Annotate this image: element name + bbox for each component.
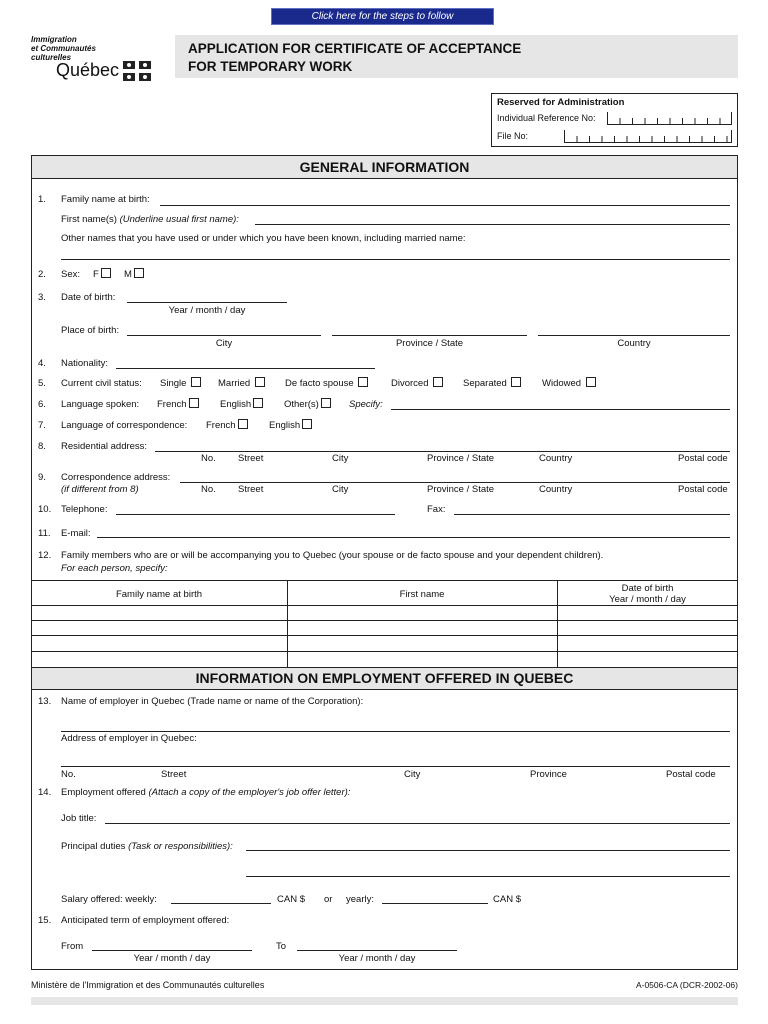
email-field[interactable]: [97, 537, 730, 538]
emp-postal-label: Postal code: [666, 769, 716, 780]
civil-separated-checkbox[interactable]: [511, 377, 521, 387]
other-names-label: Other names that you have used or under which you have been known, including married name:: [61, 233, 466, 244]
lang-specify-label: Specify:: [349, 399, 383, 410]
corr-country-label: Country: [539, 484, 573, 495]
admin-box: [491, 93, 738, 147]
first-name-label-a: First name(s): [61, 214, 117, 225]
logo-line3: culturelles: [31, 53, 72, 62]
civil-status-label: Current civil status:: [61, 378, 142, 389]
term-to-field[interactable]: [297, 950, 457, 951]
civil-defacto-option[interactable]: [285, 377, 368, 389]
employer-name-label: Name of employer in Quebec (Trade name or name of the Corporation):: [61, 696, 364, 707]
first-name-field[interactable]: [255, 224, 730, 225]
fax-label: Fax:: [427, 504, 446, 515]
civil-married-option[interactable]: [218, 377, 265, 389]
fax-field[interactable]: [454, 514, 730, 515]
sex-female-label: F: [93, 269, 99, 280]
correspondence-address-note: (if different from 8): [61, 484, 139, 495]
salary-currency-2: CAN $: [493, 894, 521, 905]
logo-line1: Immigration: [31, 35, 77, 44]
footer-ministry: Ministère de l'Immigration et des Communautés culturelles: [31, 980, 265, 990]
form-title: [175, 35, 738, 78]
pob-label: Place of birth:: [61, 325, 120, 336]
table-header-family-name: Family name at birth: [115, 589, 203, 600]
emp-no-label: No.: [61, 769, 76, 780]
family-members-note: For each person, specify:: [61, 563, 168, 574]
table-row[interactable]: [31, 636, 738, 652]
employer-name-field[interactable]: [61, 731, 730, 732]
civil-defacto-label: De facto spouse: [285, 378, 354, 389]
q13-number: 13.: [38, 696, 52, 707]
fleur-de-lis-flag-icon: [123, 61, 151, 81]
correspondence-address-field[interactable]: [180, 482, 730, 483]
dob-field[interactable]: [127, 302, 287, 303]
sex-male-label: M: [124, 269, 132, 280]
table-row[interactable]: [31, 621, 738, 636]
footer-form-code: A-0506-CA (DCR-2002-06): [635, 980, 738, 990]
corr-no-label: No.: [201, 484, 216, 495]
res-country-label: Country: [539, 453, 573, 464]
steps-link-button[interactable]: Click here for the steps to follow: [271, 8, 494, 25]
employer-address-label: Address of employer in Quebec:: [61, 733, 197, 744]
civil-widowed-option[interactable]: [542, 377, 596, 389]
admin-heading: Reserved for Administration: [497, 97, 625, 108]
principal-duties-field[interactable]: [246, 850, 730, 851]
admin-file-label: File No:: [497, 131, 529, 141]
q12-number: 12.: [38, 550, 52, 561]
general-information-heading: GENERAL INFORMATION: [31, 155, 738, 179]
employment-offered-label: [61, 787, 350, 798]
q4-number: 4.: [38, 358, 46, 369]
res-city-label: City: [332, 453, 349, 464]
res-postal-label: Postal code: [678, 453, 728, 464]
emp-city-label: City: [404, 769, 421, 780]
q7-number: 7.: [38, 420, 46, 431]
civil-single-checkbox[interactable]: [191, 377, 201, 387]
salary-weekly-field[interactable]: [171, 903, 271, 904]
table-row[interactable]: [31, 652, 738, 668]
employer-address-field[interactable]: [61, 766, 730, 767]
q5-number: 5.: [38, 378, 46, 389]
q9-number: 9.: [38, 472, 46, 483]
salary-weekly-label: Salary offered: weekly:: [61, 894, 157, 905]
nationality-label: Nationality:: [61, 358, 108, 369]
ministry-logo: [31, 35, 166, 81]
pob-country-label: Country: [617, 338, 651, 349]
term-to-label: To: [276, 941, 287, 952]
civil-single-option[interactable]: [160, 377, 201, 389]
table-header-dob-format: Year / month / day: [609, 594, 686, 605]
sex-female-checkbox[interactable]: [101, 268, 111, 278]
job-title-field[interactable]: [105, 823, 730, 824]
first-name-label: [61, 214, 239, 225]
corr-english-option[interactable]: [269, 419, 312, 431]
civil-married-checkbox[interactable]: [255, 377, 265, 387]
term-label: Anticipated term of employment offered:: [61, 915, 230, 926]
language-spoken-label: Language spoken:: [61, 399, 140, 410]
res-no-label: No.: [201, 453, 216, 464]
lang-english-checkbox[interactable]: [253, 398, 263, 408]
q6-number: 6.: [38, 399, 46, 410]
res-province-label: Province / State: [427, 453, 495, 464]
q8-number: 8.: [38, 441, 46, 452]
corr-province-label: Province / State: [427, 484, 495, 495]
job-title-label: Job title:: [61, 813, 97, 824]
sex-male-option[interactable]: [124, 268, 144, 280]
telephone-field[interactable]: [116, 514, 395, 515]
civil-widowed-label: Widowed: [542, 378, 582, 389]
corr-city-label: City: [332, 484, 349, 495]
term-from-label: From: [61, 941, 84, 952]
lang-french-option[interactable]: [157, 398, 199, 410]
salary-or-label: or: [324, 894, 333, 905]
lang-specify-field[interactable]: [391, 409, 730, 410]
principal-duties-label: [61, 841, 233, 852]
pob-province-field[interactable]: [332, 335, 527, 336]
civil-separated-label: Separated: [463, 378, 507, 389]
q14-number: 14.: [38, 787, 52, 798]
corr-french-option[interactable]: [206, 419, 248, 431]
q2-number: 2.: [38, 269, 46, 280]
corr-french-label: French: [206, 420, 236, 431]
form-title-line2: FOR TEMPORARY WORK: [188, 59, 353, 74]
q11-number: 11.: [38, 528, 51, 539]
lang-english-option[interactable]: [220, 398, 263, 410]
telephone-label: Telephone:: [61, 504, 108, 515]
other-names-field[interactable]: [61, 259, 730, 260]
employment-offered-label-b: (Attach a copy of the employer's job offer letter):: [148, 787, 351, 798]
salary-yearly-field[interactable]: [382, 903, 488, 904]
family-name-label: Family name at birth:: [61, 194, 150, 205]
q10-number: 10.: [38, 504, 52, 515]
form-title-line1: APPLICATION FOR CERTIFICATE OF ACCEPTANCE: [188, 41, 522, 56]
salary-yearly-label: yearly:: [346, 894, 374, 905]
family-members-label: Family members who are or will be accompanying you to Quebec (your spouse or de facto spouse and your dependent children).: [61, 550, 604, 561]
term-from-format: Year / month / day: [133, 953, 211, 964]
email-label: E-mail:: [61, 528, 91, 539]
principal-duties-field-2[interactable]: [246, 876, 730, 877]
emp-street-label: Street: [161, 769, 187, 780]
pob-city-label: City: [215, 338, 233, 349]
corr-street-label: Street: [238, 484, 264, 495]
civil-divorced-option[interactable]: [391, 377, 443, 389]
civil-single-label: Single: [160, 378, 187, 389]
corr-english-checkbox[interactable]: [302, 419, 312, 429]
civil-separated-option[interactable]: [463, 377, 521, 389]
admin-ref-field[interactable]: [607, 112, 732, 125]
first-name-label-b: (Underline usual first name):: [119, 214, 239, 225]
term-from-field[interactable]: [92, 950, 252, 951]
lang-others-option[interactable]: [284, 398, 331, 410]
correspondence-address-label: Correspondence address:: [61, 472, 171, 483]
residential-address-label: Residential address:: [61, 441, 148, 452]
civil-divorced-checkbox[interactable]: [433, 377, 443, 387]
table-header-dob: Date of birth: [621, 583, 674, 594]
civil-defacto-checkbox[interactable]: [358, 377, 368, 387]
lang-others-checkbox[interactable]: [321, 398, 331, 408]
table-header-first-name: First name: [399, 589, 445, 600]
correspondence-language-label: Language of correspondence:: [61, 420, 188, 431]
res-street-label: Street: [238, 453, 264, 464]
corr-postal-label: Postal code: [678, 484, 728, 495]
admin-file-field[interactable]: [564, 130, 732, 143]
pob-country-field[interactable]: [538, 335, 730, 336]
civil-widowed-checkbox[interactable]: [586, 377, 596, 387]
family-members-table: [31, 580, 738, 667]
corr-english-label: English: [269, 420, 301, 431]
principal-duties-label-a: Principal duties: [61, 841, 126, 852]
pob-city-field[interactable]: [127, 335, 321, 336]
sex-male-checkbox[interactable]: [134, 268, 144, 278]
sex-female-option[interactable]: [93, 268, 111, 280]
lang-english-label: English: [220, 399, 252, 410]
family-name-field[interactable]: [160, 205, 730, 206]
dob-label: Date of birth:: [61, 292, 116, 303]
corr-french-checkbox[interactable]: [238, 419, 248, 429]
residential-address-field[interactable]: [155, 451, 730, 452]
q15-number: 15.: [38, 915, 52, 926]
sex-label: Sex:: [61, 269, 81, 280]
civil-married-label: Married: [218, 378, 251, 389]
logo-line2: et Communautés: [31, 44, 96, 53]
term-to-format: Year / month / day: [338, 953, 416, 964]
q3-number: 3.: [38, 292, 46, 303]
civil-divorced-label: Divorced: [391, 378, 429, 389]
dob-format-label: Year / month / day: [168, 305, 246, 316]
lang-french-label: French: [157, 399, 187, 410]
q1-number: 1.: [38, 194, 46, 205]
emp-province-label: Province: [530, 769, 567, 780]
pob-province-label: Province / State: [395, 338, 464, 349]
employment-offered-label-a: Employment offered: [61, 787, 146, 798]
salary-currency-1: CAN $: [277, 894, 305, 905]
admin-ref-label: Individual Reference No:: [497, 113, 596, 123]
principal-duties-label-b: (Task or responsibilities):: [128, 841, 233, 852]
footer-bar: [31, 997, 738, 1005]
logo-wordmark: Québec: [56, 60, 120, 80]
table-row[interactable]: [31, 606, 738, 621]
lang-others-label: Other(s): [284, 399, 319, 410]
nationality-field[interactable]: [116, 368, 375, 369]
employment-heading: INFORMATION ON EMPLOYMENT OFFERED IN QUEBEC: [31, 667, 738, 690]
lang-french-checkbox[interactable]: [189, 398, 199, 408]
